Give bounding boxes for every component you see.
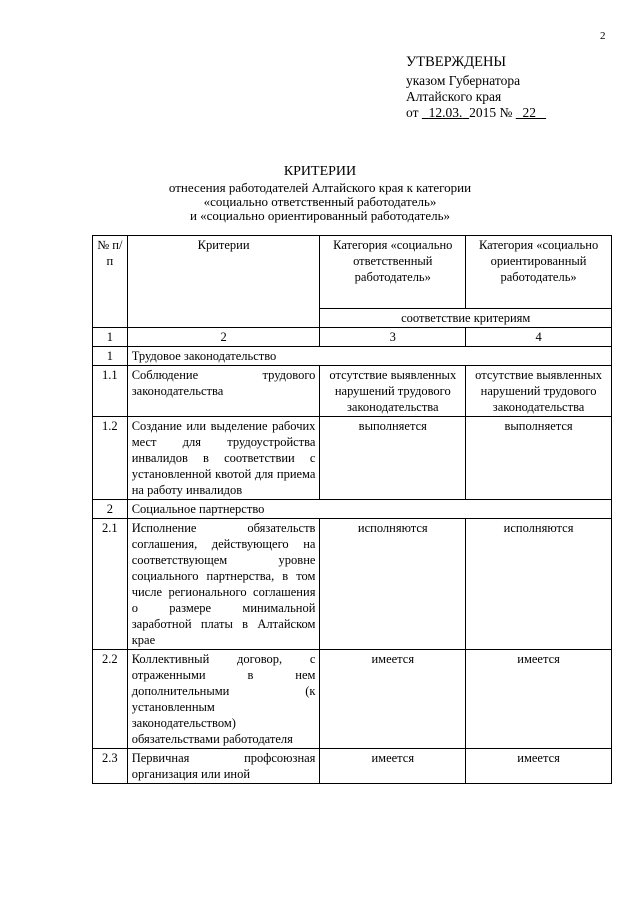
criterion-text: Соблюдение трудового законодательства — [127, 366, 320, 417]
category-2-value: выполняется — [466, 417, 612, 500]
approval-date: 12.03. — [428, 105, 463, 120]
table-row — [93, 347, 612, 366]
document-title — [0, 165, 640, 223]
criterion-text: Первичная профсоюзная организация или иной — [127, 749, 320, 784]
category-1-value: имеется — [320, 650, 466, 749]
row-number: 1 — [93, 347, 128, 366]
category-1-value: имеется — [320, 749, 466, 784]
section-title: Трудовое законодательство — [127, 347, 611, 366]
row-number: 2.3 — [93, 749, 128, 784]
column-number: 3 — [320, 328, 466, 347]
row-number: 2 — [93, 500, 128, 519]
row-number: 1.1 — [93, 366, 128, 417]
approval-date-line — [406, 105, 546, 121]
category-2-value: отсутствие выявленных нарушений трудового законодательства — [466, 366, 612, 417]
column-number: 4 — [466, 328, 612, 347]
column-number: 1 — [93, 328, 128, 347]
title-line-1: отнесения работодателей Алтайского края к категории — [168, 180, 472, 195]
row-number: 2.2 — [93, 650, 128, 749]
approval-year: 2015 № — [469, 105, 513, 120]
category-1-value: отсутствие выявленных нарушений трудового законодательства — [320, 366, 466, 417]
category-2-value: имеется — [466, 650, 612, 749]
approval-region: Алтайского края — [406, 89, 502, 104]
header-category-2: Категория «социально ориентированный работодатель» — [466, 236, 612, 309]
criteria-table — [92, 235, 612, 784]
approval-stamp — [406, 54, 546, 121]
table-row — [93, 749, 612, 784]
column-number-row — [93, 328, 612, 347]
section-title: Социальное партнерство — [127, 500, 611, 519]
category-2-value: имеется — [466, 749, 612, 784]
table-row — [93, 500, 612, 519]
approval-number: 22 — [522, 105, 536, 120]
table-header-row — [93, 236, 612, 309]
table-row — [93, 650, 612, 749]
category-1-value: исполняются — [320, 519, 466, 650]
column-number: 2 — [127, 328, 320, 347]
category-1-value: выполняется — [320, 417, 466, 500]
header-compliance: соответствие критериям — [320, 309, 612, 328]
row-number: 1.2 — [93, 417, 128, 500]
criterion-text: Исполнение обязательств соглашения, действующего на соответствующем уровне социального партнерства, в том числе регионального соглашения о размере минимальной заработной платы в Алтайском крае — [127, 519, 320, 650]
approval-heading: УТВЕРЖДЕНЫ — [406, 54, 507, 70]
criterion-text: Создание или выделение рабочих мест для трудоустройства инвалидов в соответствии с установленной квотой для приема на работу инвалидов — [127, 417, 320, 500]
approval-date-prefix: от — [406, 105, 419, 120]
criterion-text: Коллективный договор, с отраженными в нем дополнительными (к установленным законодательством) обязательствами работодателя — [127, 650, 320, 749]
row-number: 2.1 — [93, 519, 128, 650]
title-line-2: «социально ответственный работодатель» — [203, 194, 437, 209]
header-category-1: Категория «социально ответственный работодатель» — [320, 236, 466, 309]
table-row — [93, 519, 612, 650]
table-row — [93, 366, 612, 417]
header-criteria: Критерии — [127, 236, 320, 328]
page-number: 2 — [600, 30, 606, 42]
header-num: № п/п — [93, 236, 128, 328]
category-2-value: исполняются — [466, 519, 612, 650]
title-line-3: и «социально ориентированный работодатель» — [189, 208, 451, 223]
table-row — [93, 417, 612, 500]
title-main: КРИТЕРИИ — [283, 164, 357, 179]
approval-decree: указом Губернатора — [406, 73, 521, 88]
